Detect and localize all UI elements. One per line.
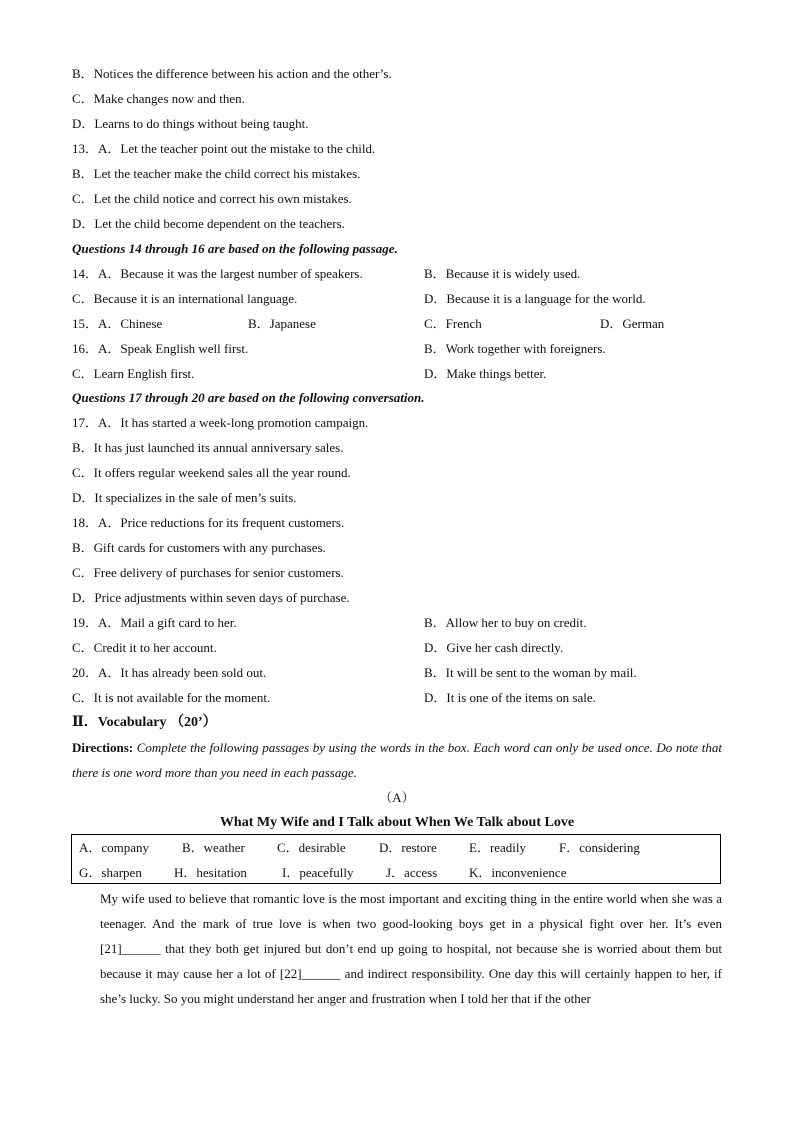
q20-row-1 xyxy=(72,660,722,685)
word-option-a: A．company xyxy=(79,840,150,855)
word-option-i: I．peacefully xyxy=(282,865,354,880)
word-option-f: F．considering xyxy=(559,840,640,855)
word-option-j: J．access xyxy=(386,865,438,880)
q12-option-c: C．Make changes now and then. xyxy=(72,91,245,106)
q16-option-d: D．Make things better. xyxy=(424,366,547,381)
q16-row-1 xyxy=(72,336,722,361)
q16-option-c: C．Learn English first. xyxy=(72,366,195,381)
q13-option-b: B．Let the teacher make the child correct his mistakes. xyxy=(72,166,361,181)
q18-option-d: D．Price adjustments within seven days of purchase. xyxy=(72,590,350,605)
directions xyxy=(72,735,722,785)
q19-option-b: B．Allow her to buy on credit. xyxy=(424,615,587,630)
q19-row-2 xyxy=(72,635,722,660)
q20-option-b: B．It will be sent to the woman by mail. xyxy=(424,665,637,680)
q19-option-a: 19．A．Mail a gift card to her. xyxy=(72,615,237,630)
q15-option-a: 15．A．Chinese xyxy=(72,316,163,331)
q20-row-2 xyxy=(72,685,722,710)
directions-label: Directions: xyxy=(72,740,134,755)
conversation-heading: Questions 17 through 20 are based on the following conversation. xyxy=(72,390,425,405)
q19-option-d: D．Give her cash directly. xyxy=(424,640,564,655)
word-option-e: E．readily xyxy=(469,840,527,855)
q20-option-a: 20．A．It has already been sold out. xyxy=(72,665,267,680)
q14-row-2 xyxy=(72,286,722,311)
q18-option-b: B．Gift cards for customers with any purchases. xyxy=(72,540,326,555)
q15-option-c: C．French xyxy=(424,316,482,331)
q18-option-c: C．Free delivery of purchases for senior customers. xyxy=(72,565,344,580)
q16-row-2 xyxy=(72,361,722,386)
q17-option-c: C．It offers regular weekend sales all the year round. xyxy=(72,465,351,480)
q16-option-b: B．Work together with foreigners. xyxy=(424,341,606,356)
directions-text: Complete the following passages by using the words in the box. Each word can only be used once. Do note that there is one word more than you need in each passage. xyxy=(72,740,722,780)
q14-option-b: B．Because it is widely used. xyxy=(424,266,581,281)
passage-title: What My Wife and I Talk about When We Talk about Love xyxy=(219,815,575,830)
word-option-b: B．weather xyxy=(182,840,245,855)
passage-text: My wife used to believe that romantic love is the most important and exciting thing in the entire world when she was a teenager. And the mark of true love is when two good-looking boys get in a physical fight over her. It’s even [21]______ that they both get injured but don’t end up going to hospital, not because she is worried about them but because it may cause her a lot of [22]______ and indirect responsibility. One day this will certainly happen to her, if she’s lucky. So you might understand her anger and frustration when I told her that if the other xyxy=(100,891,722,1006)
word-option-d: D．restore xyxy=(379,840,437,855)
q14-option-a: 14．A．Because it was the largest number of speakers. xyxy=(72,266,363,281)
passage-paragraph xyxy=(72,886,722,1011)
passage-heading: Questions 14 through 16 are based on the following passage. xyxy=(72,241,398,256)
q19-option-c: C．Credit it to her account. xyxy=(72,640,217,655)
section-title: Ⅱ．Vocabulary （20’） xyxy=(72,715,217,730)
q14-row-1 xyxy=(72,261,722,286)
q14-option-c: C．Because it is an international language. xyxy=(72,291,298,306)
word-option-h: H．hesitation xyxy=(174,865,247,880)
word-option-k: K．inconvenience xyxy=(469,865,567,880)
word-box-row-1 xyxy=(79,835,719,860)
word-option-c: C．desirable xyxy=(277,840,346,855)
q15-option-d: D．German xyxy=(600,316,665,331)
word-box-row-2 xyxy=(79,860,719,885)
q17-option-b: B．It has just launched its annual anniversary sales. xyxy=(72,440,344,455)
q19-row-1 xyxy=(72,610,722,635)
q16-option-a: 16．A．Speak English well first. xyxy=(72,341,249,356)
q20-option-c: C．It is not available for the moment. xyxy=(72,690,271,705)
q15-row xyxy=(72,311,722,336)
q18-option-a: 18．A．Price reductions for its frequent customers. xyxy=(72,515,345,530)
part-label: （A） xyxy=(379,790,415,805)
q12-option-d: D．Learns to do things without being taught. xyxy=(72,116,309,131)
q13-option-d: D．Let the child become dependent on the teachers. xyxy=(72,216,345,231)
q14-option-d: D．Because it is a language for the world. xyxy=(424,291,646,306)
q17-option-a: 17．A．It has started a week-long promotion campaign. xyxy=(72,415,369,430)
word-box xyxy=(71,834,721,884)
q13-option-c: C．Let the child notice and correct his own mistakes. xyxy=(72,191,352,206)
q15-option-b: B．Japanese xyxy=(248,316,316,331)
q12-option-b: B．Notices the difference between his action and the other’s. xyxy=(72,66,392,81)
word-option-g: G．sharpen xyxy=(79,865,142,880)
q17-option-d: D．It specializes in the sale of men’s suits. xyxy=(72,490,297,505)
q13-option-a: 13．A．Let the teacher point out the mistake to the child. xyxy=(72,141,376,156)
q20-option-d: D．It is one of the items on sale. xyxy=(424,690,596,705)
